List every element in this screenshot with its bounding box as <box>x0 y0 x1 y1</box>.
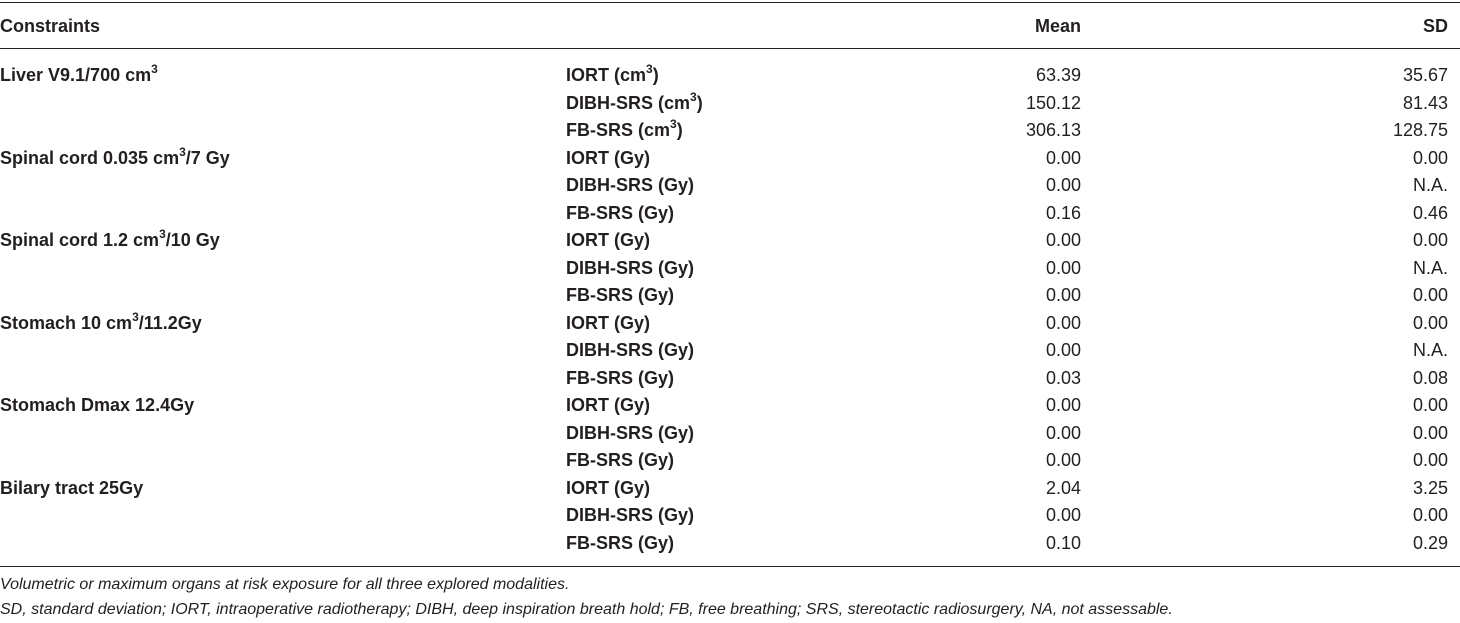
mean-cell <box>1046 284 1081 306</box>
mean-cell <box>1026 119 1081 141</box>
constraint-cell <box>0 147 230 169</box>
mean-cell <box>1026 92 1081 114</box>
modality-cell <box>566 339 694 361</box>
sd-cell <box>1413 504 1448 526</box>
constraint-cell <box>0 64 158 86</box>
modality-text: DIBH-SRS (Gy) <box>566 340 695 360</box>
sd-cell <box>1413 339 1448 361</box>
sd-value: 0.00 <box>1412 423 1448 443</box>
mean-cell <box>1046 312 1081 334</box>
modality-text: IORT (Gy) <box>566 478 650 498</box>
sd-cell <box>1413 147 1448 169</box>
modality-cell <box>566 257 694 279</box>
modality-cell <box>566 64 659 86</box>
modality-text: FB-SRS (Gy) <box>566 285 674 305</box>
sd-cell <box>1413 422 1448 444</box>
modality-text: FB-SRS (Gy) <box>566 203 674 223</box>
mean-value: 306.13 <box>1025 120 1081 140</box>
modality-text: DIBH-SRS (Gy) <box>566 423 695 443</box>
constraint-cell <box>0 229 220 251</box>
modality-superscript: 3 <box>646 62 653 76</box>
mean-value: 0.00 <box>1045 313 1081 333</box>
mean-cell <box>1046 147 1081 169</box>
sd-value: 35.67 <box>1402 65 1448 85</box>
table-top-rule <box>0 2 1460 3</box>
sd-value: 81.43 <box>1402 93 1448 113</box>
sd-value: 0.46 <box>1412 203 1448 223</box>
constraint-suffix: /7 Gy <box>185 148 230 168</box>
modality-cell <box>566 312 650 334</box>
sd-value: N.A. <box>1412 175 1448 195</box>
mean-cell <box>1046 174 1081 196</box>
modality-text: DIBH-SRS (Gy) <box>566 175 695 195</box>
mean-cell <box>1046 394 1081 416</box>
table-header-rule <box>0 48 1460 49</box>
modality-suffix: ) <box>652 65 659 85</box>
header-constraints: Constraints <box>0 16 101 36</box>
mean-value: 63.39 <box>1035 65 1081 85</box>
modality-suffix: ) <box>676 120 683 140</box>
modality-cell <box>566 119 683 141</box>
table-bottom-rule <box>0 566 1460 567</box>
mean-value: 0.00 <box>1045 230 1081 250</box>
sd-cell <box>1403 64 1448 86</box>
sd-cell <box>1413 312 1448 334</box>
sd-cell <box>1413 394 1448 416</box>
sd-cell <box>1413 174 1448 196</box>
sd-value: 0.00 <box>1412 505 1448 525</box>
mean-value: 0.10 <box>1045 533 1081 553</box>
sd-cell <box>1413 257 1448 279</box>
constraint-superscript: 3 <box>179 145 186 159</box>
mean-value: 0.00 <box>1045 505 1081 525</box>
sd-value: 0.00 <box>1412 148 1448 168</box>
sd-value: 0.00 <box>1412 230 1448 250</box>
modality-cell <box>566 229 650 251</box>
sd-cell <box>1393 119 1448 141</box>
modality-text: FB-SRS (Gy) <box>566 450 674 470</box>
sd-value: 0.29 <box>1412 533 1448 553</box>
constraint-cell <box>0 312 202 334</box>
modality-text: FB-SRS (cm <box>566 120 671 140</box>
modality-text: IORT (cm <box>566 65 647 85</box>
constraint-text: Bilary tract 25Gy <box>0 478 144 498</box>
mean-value: 0.00 <box>1045 395 1081 415</box>
header-sd: SD <box>1422 16 1448 36</box>
sd-value: 0.00 <box>1412 285 1448 305</box>
modality-text: DIBH-SRS (Gy) <box>566 505 695 525</box>
mean-value: 0.00 <box>1045 285 1081 305</box>
sd-value: 0.00 <box>1412 313 1448 333</box>
modality-cell <box>566 92 703 114</box>
constraint-superscript: 3 <box>159 227 166 241</box>
sd-cell <box>1403 92 1448 114</box>
sd-value: N.A. <box>1412 258 1448 278</box>
constraint-suffix: /11.2Gy <box>138 313 202 333</box>
constraint-text: Spinal cord 0.035 cm <box>0 148 180 168</box>
modality-cell <box>566 394 650 416</box>
mean-cell <box>1046 202 1081 224</box>
sd-cell <box>1413 477 1448 499</box>
sd-value: 128.75 <box>1392 120 1448 140</box>
mean-value: 0.00 <box>1045 340 1081 360</box>
modality-cell <box>566 449 674 471</box>
modality-cell <box>566 504 694 526</box>
mean-cell <box>1046 477 1081 499</box>
sd-cell <box>1413 449 1448 471</box>
mean-cell <box>1046 257 1081 279</box>
constraint-text: Spinal cord 1.2 cm <box>0 230 160 250</box>
modality-text: IORT (Gy) <box>566 148 650 168</box>
table-caption: Volumetric or maximum organs at risk exposure for all three explored modalities. <box>0 576 570 593</box>
modality-text: IORT (Gy) <box>566 313 650 333</box>
header-mean: Mean <box>1034 16 1081 36</box>
constraint-text: Liver V9.1/700 cm <box>0 65 152 85</box>
constraint-superscript: 3 <box>132 310 139 324</box>
constraint-text: Stomach Dmax 12.4Gy <box>0 395 195 415</box>
constraint-text: Stomach 10 cm <box>0 313 133 333</box>
modality-cell <box>566 174 694 196</box>
modality-text: IORT (Gy) <box>566 230 650 250</box>
mean-value: 2.04 <box>1045 478 1081 498</box>
sd-cell <box>1413 532 1448 554</box>
mean-cell <box>1036 64 1081 86</box>
modality-cell <box>566 202 674 224</box>
mean-cell <box>1046 339 1081 361</box>
sd-cell <box>1413 367 1448 389</box>
modality-superscript: 3 <box>690 90 697 104</box>
modality-cell <box>566 422 694 444</box>
sd-value: 0.00 <box>1412 450 1448 470</box>
constraint-superscript: 3 <box>151 62 158 76</box>
constraint-cell <box>0 477 143 499</box>
mean-value: 0.00 <box>1045 258 1081 278</box>
mean-cell <box>1046 532 1081 554</box>
mean-cell <box>1046 422 1081 444</box>
mean-value: 0.00 <box>1045 148 1081 168</box>
modality-cell <box>566 477 650 499</box>
modality-cell <box>566 147 650 169</box>
sd-value: 0.08 <box>1412 368 1448 388</box>
modality-text: DIBH-SRS (cm <box>566 93 691 113</box>
mean-value: 0.00 <box>1045 450 1081 470</box>
modality-suffix: ) <box>696 93 703 113</box>
modality-superscript: 3 <box>670 117 677 131</box>
mean-value: 0.00 <box>1045 175 1081 195</box>
mean-cell <box>1046 229 1081 251</box>
sd-value: 0.00 <box>1412 395 1448 415</box>
mean-value: 0.16 <box>1045 203 1081 223</box>
modality-text: FB-SRS (Gy) <box>566 533 674 553</box>
modality-cell <box>566 532 674 554</box>
sd-cell <box>1413 202 1448 224</box>
mean-value: 0.00 <box>1045 423 1081 443</box>
table-abbreviations: SD, standard deviation; IORT, intraoperative radiotherapy; DIBH, deep inspiration breath hold; FB, free breathing; SRS, stereotactic radiosurgery, NA, not assessable. <box>0 601 1173 618</box>
mean-value: 150.12 <box>1025 93 1081 113</box>
modality-text: FB-SRS (Gy) <box>566 368 674 388</box>
sd-cell <box>1413 229 1448 251</box>
sd-value: 3.25 <box>1412 478 1448 498</box>
modality-text: IORT (Gy) <box>566 395 650 415</box>
mean-cell <box>1046 504 1081 526</box>
sd-value: N.A. <box>1412 340 1448 360</box>
mean-value: 0.03 <box>1045 368 1081 388</box>
constraint-cell <box>0 394 194 416</box>
mean-cell <box>1046 449 1081 471</box>
constraint-suffix: /10 Gy <box>165 230 220 250</box>
sd-cell <box>1413 284 1448 306</box>
modality-text: DIBH-SRS (Gy) <box>566 258 695 278</box>
modality-cell <box>566 284 674 306</box>
mean-cell <box>1046 367 1081 389</box>
modality-cell <box>566 367 674 389</box>
